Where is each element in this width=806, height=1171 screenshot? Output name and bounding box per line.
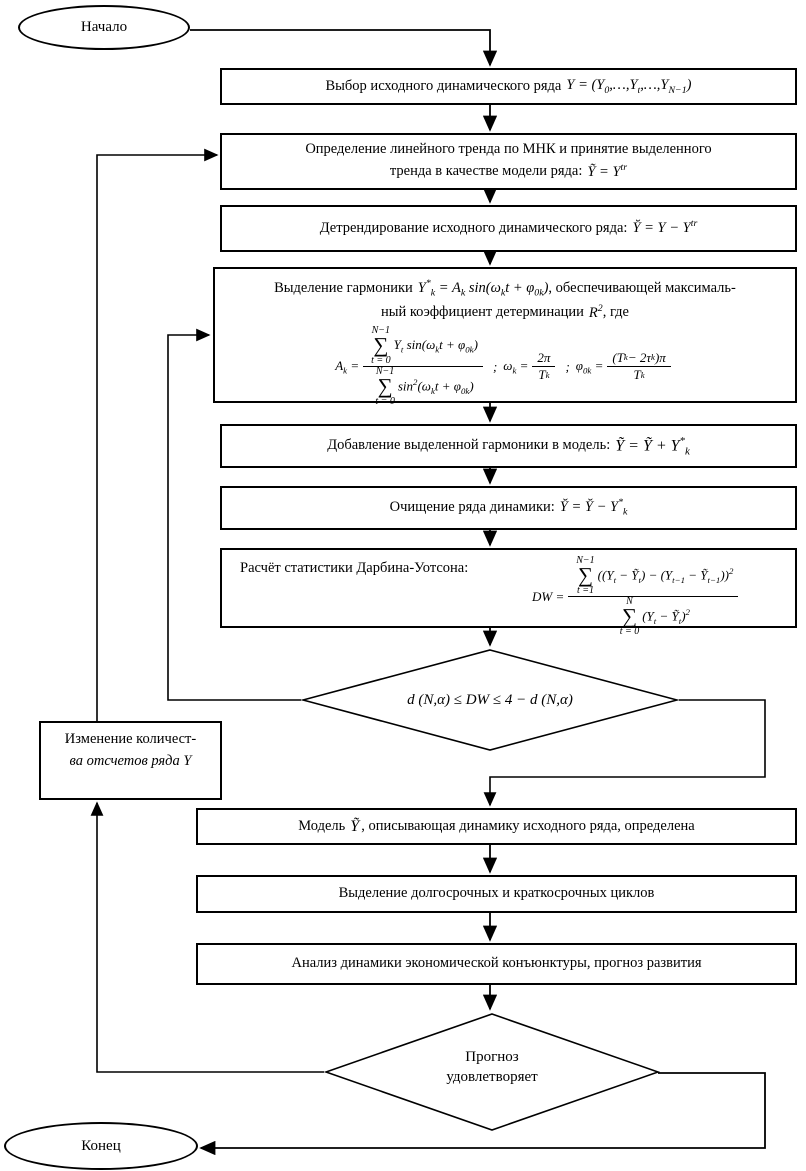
phi-lhs: $\varphi_{0k}$ = [575,357,604,376]
dw-denominator [612,597,695,637]
dw-formula [532,556,742,637]
step5-line [327,433,690,460]
sum-icon [371,326,391,366]
step9-text: Выделение долгосрочных и краткосрочных циклов [338,885,655,902]
step2-formula: Ỹ = $Y^{tr}$ [587,162,628,180]
amplitude-fraction [363,326,483,407]
step8-suffix: , описывающая динамику исходного ряда, определена [361,817,695,834]
sum-icon [375,367,395,407]
start-label: Начало [80,19,128,35]
process-adjust-samples [39,721,222,800]
phi-fraction [607,350,670,384]
sum-upper-limit: N−1 [576,555,595,566]
omega-fraction [532,350,555,384]
amplitude-den-expr: $\sin^2(\omega_kt + \varphi_{0k})$ [397,377,474,396]
process-add-harmonic [220,424,797,468]
step6-text: Очищение ряда динамики: [389,499,555,516]
sigma-glyph: ∑ [373,333,389,358]
omega-den: T k [538,367,550,383]
step8-line [298,815,695,839]
omega-lhs: $\omega_k$ = [503,357,529,376]
amplitude-numerator [363,326,483,367]
step10-text: Анализ динамики экономической конъюнктуры, прогноз развития [291,955,702,972]
step4-line2-suffix: , где [602,303,629,320]
step4-line2-text: ный коэффициент детерминации [380,303,584,320]
separator: ; [565,358,570,374]
process-linear-trend [220,133,797,190]
start-terminal [18,5,190,50]
amplitude-denominator [367,367,478,407]
decision2-label [324,1002,660,1132]
sigma-glyph: ∑ [577,563,593,587]
step1-formula: $Y = (Y_0,\dots,Y_t,\dots,Y_{N-1})$ [566,76,692,96]
step5-formula: Ỹ = Ỹ + $Y^*_k$ [615,434,690,458]
connector-adjust-loop-step2 [97,155,217,721]
dw-numerator [568,556,738,597]
process-extract-cycles [196,875,797,913]
step6-formula: Y̆ = Y̆ − $Y^*_k$ [559,496,628,518]
dw-den-expr: ($Y_t$ − Ỹ$_t$)$^2$ [642,606,690,626]
step4-line1 [274,277,736,302]
decision-forecast [324,1012,660,1132]
step1-text: Выбор исходного динамического ряда [325,77,562,94]
step4-line1-suffix: , обеспечивающей максималь- [548,280,736,297]
step3-line [320,217,698,240]
step8-formula: Ỹ [350,817,360,835]
process-analyze-forecast [196,943,797,985]
process-model-defined [196,808,797,845]
step3-formula: Y̆ = $Y - Y^{tr}$ [632,218,698,237]
sum-lower-limit: t = 0 [375,395,395,407]
sum-icon [620,597,640,637]
step6-line [390,496,628,521]
step4-line1-prefix: Выделение гармоники [274,280,413,297]
dw-lhs: DW = [532,588,565,604]
sum-upper-limit: N−1 [371,325,391,337]
sigma-glyph: ∑ [621,603,637,628]
decision1-formula: d (N,α) ≤ DW ≤ 4 − d (N,α) [407,691,573,708]
step4-formula-row [335,326,675,407]
sum-upper-limit: N [626,595,633,607]
decision-durbin-watson [301,648,679,752]
decision2-line1: Прогноз [465,1048,519,1065]
dw-num-expr: (($Y_t$ − Ỹ$_t$) − ($Y_{t-1}$ − Ỹ$_{t-1}$))$^2$ [597,565,734,585]
step4-line1-formula: $Y^*_k = A_k$ $\sin(\omega_kt + \varphi_{0k})$ [417,278,549,299]
sigma-glyph: ∑ [377,374,393,399]
omega-num: 2π [532,350,555,367]
step2-line2 [390,161,627,184]
phi-num: (T k − 2τ k )π [607,350,670,367]
connector-start-to-step1 [190,30,490,65]
step3-text: Детрендирование исходного динамического ряда: [319,219,628,236]
step4-line2-formula: $R^2$ [588,302,603,321]
end-terminal [4,1122,198,1170]
step1-line [326,75,692,99]
process-extract-harmonic [213,267,797,407]
step5-text: Добавление выделенной гармоники в модель: [327,437,611,454]
process-detrend [220,205,797,252]
dw-title: Расчёт статистики Дарбина-Уотсона: [240,560,469,576]
step2-line2-text: тренда в качестве модели ряда: [389,163,583,180]
sum-upper-limit: N−1 [375,366,395,378]
end-label: Конец [81,1137,121,1154]
process-clean-series [220,486,797,530]
adjust-line1: Изменение количест- [64,731,197,747]
phi-den: T k [633,367,645,383]
process-select-series [220,68,797,105]
decision2-line2: удовлетворяет [446,1069,538,1085]
sum-icon [576,556,594,596]
dw-fraction [568,556,738,637]
step4-line2 [381,302,629,325]
sum-lower-limit: t = 0 [371,355,391,367]
adjust-line2: ва отсчетов ряда Y [69,752,192,769]
amplitude-lhs: $A_k$ = [335,357,360,376]
separator: ; [492,358,498,374]
sum-lower-limit: t = 0 [619,625,640,637]
process-durbin-watson [220,548,797,637]
step8-prefix: Модель [298,817,346,834]
amplitude-num-expr: $Y_t$ $\sin(\omega_kt + \varphi_{0k})$ [393,336,478,355]
sum-lower-limit: t =1 [576,584,594,596]
step2-line1: Определение линейного тренда по МНК и принятие выделенного [305,141,712,158]
